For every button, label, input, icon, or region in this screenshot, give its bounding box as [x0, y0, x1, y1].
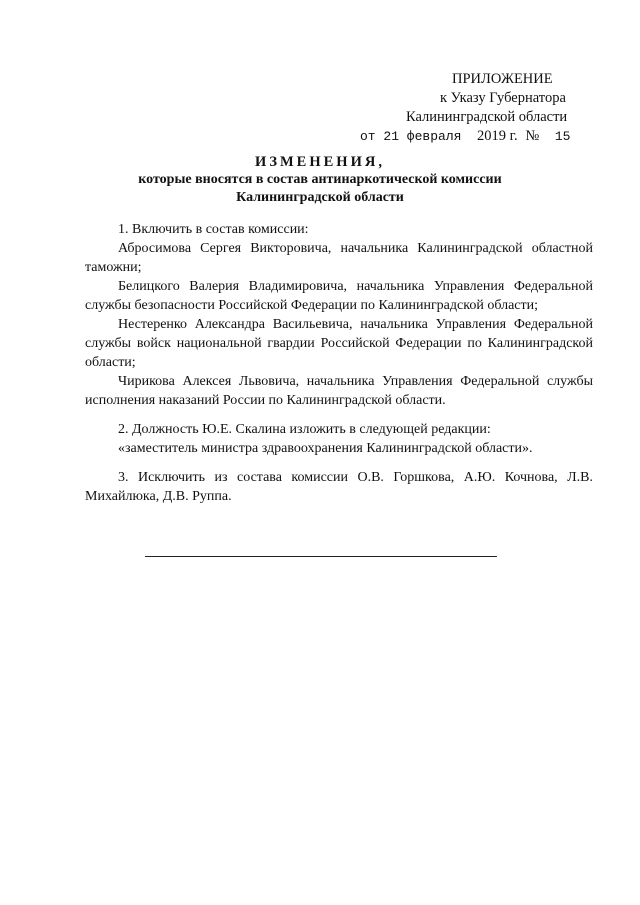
appendix-decree-ref: к Указу Губернатора: [440, 90, 566, 106]
item1-person-nesterenko: Нестеренко Александра Васильевича, начальника Управления Федеральной службы войск национальной гвардии Российской Федерации по Калининградской области;: [85, 317, 593, 370]
appendix-block: [360, 70, 600, 146]
item1-person-chirikov: Чирикова Алексея Львовича, начальника Управления Федеральной службы исполнения наказаний России по Калининградской области.: [85, 374, 593, 408]
item2-intro: 2. Должность Ю.Е. Скалина изложить в следующей редакции:: [118, 422, 491, 437]
heading-subtitle-line1: которые вносятся в состав антинаркотической комиссии: [138, 172, 502, 187]
appendix-title: ПРИЛОЖЕНИЕ: [452, 71, 553, 87]
document-body: [85, 220, 593, 506]
appendix-region: Калининградской области: [406, 109, 568, 125]
appendix-number-sign: №: [525, 128, 540, 144]
appendix-date: от 21 февраля: [360, 129, 462, 144]
heading-title: ИЗМЕНЕНИЯ,: [255, 154, 385, 170]
item1-person-belitsky: Белицкого Валерия Владимировича, начальника Управления Федеральной службы безопасности Российской Федерации по Калининградской области;: [85, 279, 593, 313]
item3-text: 3. Исключить из состава комиссии О.В. Горшкова, А.Ю. Кочнова, Л.В. Михайлюка, Д.В. Руппа.: [85, 470, 593, 504]
document-heading: [90, 153, 550, 207]
appendix-date-line: [360, 127, 600, 146]
paragraph-gap: [85, 458, 593, 468]
appendix-year: 2019 г.: [477, 128, 518, 144]
closing-divider: [145, 556, 497, 557]
item1-person-abrosimov: Абросимова Сергея Викторовича, начальника Калининградской областной таможни;: [85, 241, 593, 275]
paragraph-gap: [85, 410, 593, 420]
appendix-number: 15: [554, 129, 571, 144]
item1-intro: 1. Включить в состав комиссии:: [118, 222, 309, 237]
item2-text: «заместитель министра здравоохранения Калининградской области».: [118, 441, 533, 456]
heading-subtitle-line2: Калининградской области: [236, 190, 404, 205]
